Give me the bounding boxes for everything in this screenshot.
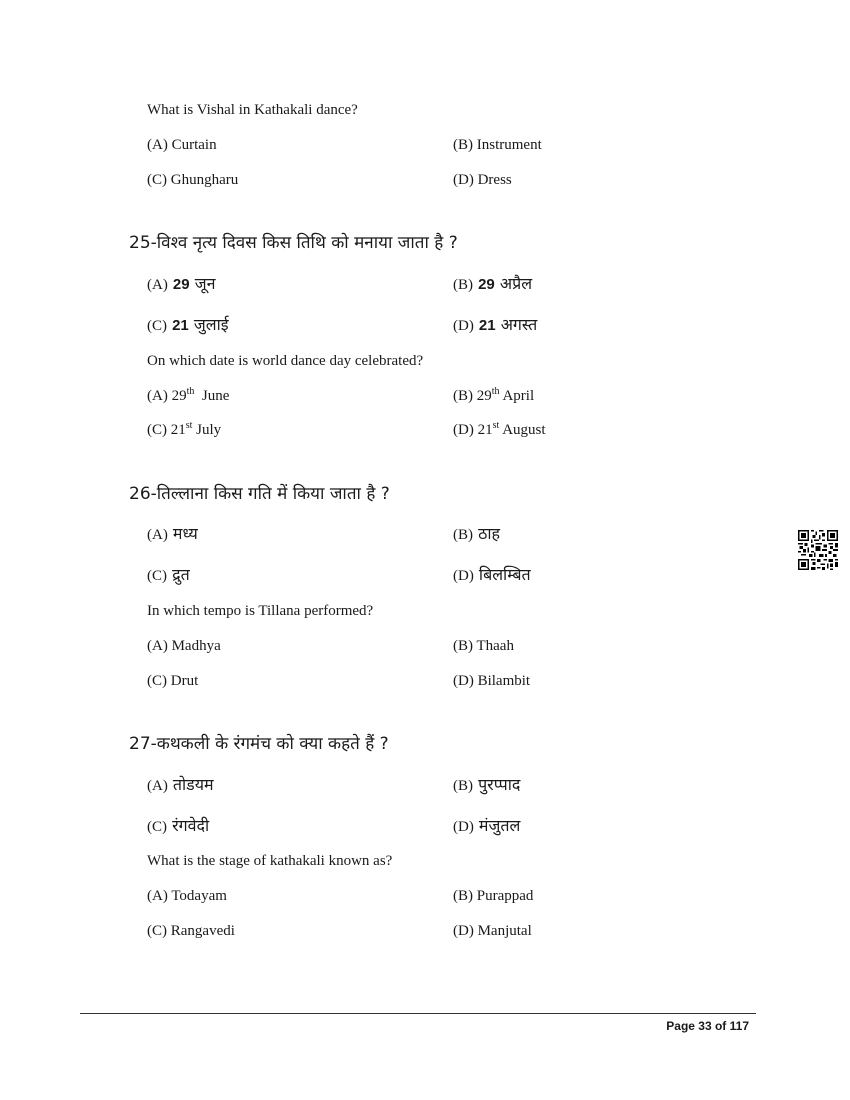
option-c: (C) Ghungharu [147,172,239,188]
option-c: (C) Rangavedi [147,923,235,939]
option-b: (B) पुरप्पाद [453,775,521,794]
option-d: (D) 21 अगस्त [453,315,538,334]
option-d: (D) Bilambit [453,673,531,689]
option-c: (C) द्रुत [147,565,190,584]
option-b: (B) 29 अप्रैल [453,274,533,293]
option-a: (A) Todayam [147,888,227,904]
question-25-hindi: 25-विश्व नृत्य दिवस किस तिथि को मनाया जाता है ? [129,233,458,253]
question-24-english: What is Vishal in Kathakali dance? [147,102,358,118]
option-a: (A) Curtain [147,137,217,153]
page-number: Page 33 of 117 [666,1019,749,1033]
option-a: (A) 29th June [147,386,230,404]
option-d: (D) Manjutal [453,923,532,939]
option-d: (D) बिलम्बित [453,565,531,584]
option-a: (A) मध्य [147,524,198,543]
question-27-english: What is the stage of kathakali known as? [147,853,393,869]
option-b: (B) Thaah [453,638,514,654]
option-c: (C) रंगवेदी [147,816,210,835]
option-c: (C) Drut [147,673,199,689]
option-b: (B) 29th April [453,386,535,404]
option-c: (C) 21 जुलाई [147,315,229,334]
question-26-english: In which tempo is Tillana performed? [147,603,374,619]
option-b: (B) Purappad [453,888,534,904]
option-a: (A) तोडयम [147,775,214,794]
question-26-hindi: 26-तिल्लाना किस गति में किया जाता है ? [129,484,390,504]
question-25-english: On which date is world dance day celebrated? [147,353,424,369]
option-a: (A) 29 जून [147,274,216,293]
question-27-hindi: 27-कथकली के रंगमंच को क्या कहते हैं ? [129,734,389,754]
option-b: (B) ठाह [453,524,501,543]
option-d: (D) 21st August [453,420,546,438]
option-a: (A) Madhya [147,638,221,654]
footer-rule [80,1013,756,1014]
qr-code-icon [798,530,838,570]
option-d: (D) मंजुतल [453,816,521,835]
option-b: (B) Instrument [453,137,542,153]
option-c: (C) 21st July [147,420,222,438]
option-d: (D) Dress [453,172,512,188]
